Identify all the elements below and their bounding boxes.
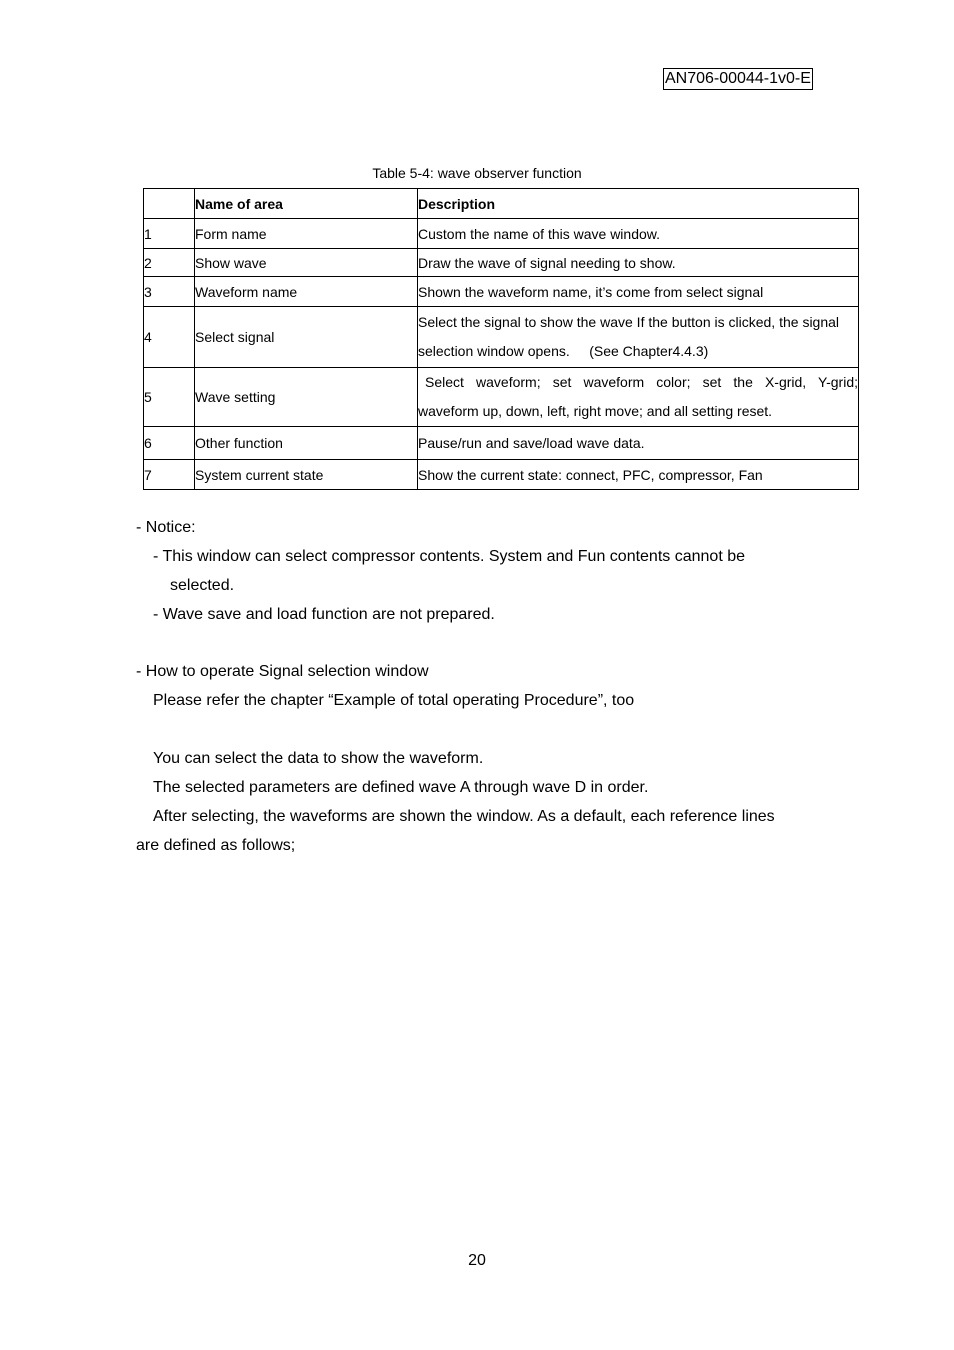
notice-heading: - Notice: <box>136 519 196 536</box>
area-name: Waveform name <box>195 277 418 307</box>
area-name: System current state <box>195 460 418 490</box>
row-number: 5 <box>144 368 195 427</box>
paragraph-3-line-2: are defined as follows; <box>136 837 296 854</box>
row-number: 1 <box>144 219 195 249</box>
area-description: Show the current state: connect, PFC, compressor, Fan <box>418 460 859 490</box>
notice-item-1-line-2: selected. <box>170 577 235 594</box>
area-description <box>418 368 859 427</box>
area-description: Custom the name of this wave window. <box>418 219 859 249</box>
row-number: 2 <box>144 249 195 277</box>
area-description: Draw the wave of signal needing to show. <box>418 249 859 277</box>
paragraph-1: You can select the data to show the waveform. <box>153 750 484 767</box>
row-number: 7 <box>144 460 195 490</box>
table-row <box>144 460 859 490</box>
waveform-explanation <box>136 744 826 860</box>
wave-observer-function-table <box>143 188 859 490</box>
paragraph-3-line-1: After selecting, the waveforms are shown the window. As a default, each reference lines <box>153 808 775 825</box>
howto-refer: Please refer the chapter “Example of total operating Procedure”, too <box>153 692 635 709</box>
row-number: 6 <box>144 427 195 460</box>
description-line-2: waveform up, down, left, right move; and all setting reset. <box>418 403 773 419</box>
row-number: 4 <box>144 307 195 368</box>
description-line-1: Select the signal to show the wave If the button is clicked, the signal <box>418 314 840 330</box>
header-no <box>144 189 195 219</box>
description-line-1: Select waveform; set waveform color; set the X-grid, Y-grid; <box>425 374 858 390</box>
page-number: 20 <box>468 1252 486 1269</box>
area-name: Form name <box>195 219 418 249</box>
table-caption: Table 5-4: wave observer function <box>372 165 582 181</box>
paragraph-2: The selected parameters are defined wave A through wave D in order. <box>153 779 649 796</box>
table-row <box>144 427 859 460</box>
row-number: 3 <box>144 277 195 307</box>
area-name: Show wave <box>195 249 418 277</box>
table-row <box>144 368 859 427</box>
table-row <box>144 249 859 277</box>
howto-heading: - How to operate Signal selection window <box>136 663 429 680</box>
area-name: Wave setting <box>195 368 418 427</box>
area-description: Shown the waveform name, it’s come from select signal <box>418 277 859 307</box>
notice-item-2: - Wave save and load function are not prepared. <box>153 606 495 623</box>
header-description: Description <box>418 189 859 219</box>
area-description <box>418 307 859 368</box>
howto-section <box>136 657 826 715</box>
description-line-2: selection window opens. (See Chapter4.4.3) <box>418 343 709 359</box>
document-id: AN706-00044-1v0-E <box>663 68 813 90</box>
table-row <box>144 277 859 307</box>
table-row <box>144 219 859 249</box>
notice-item-1-line-1: - This window can select compressor contents. System and Fun contents cannot be <box>153 548 745 565</box>
area-name: Other function <box>195 427 418 460</box>
area-name: Select signal <box>195 307 418 368</box>
table-header-row <box>144 189 859 219</box>
header-name-of-area: Name of area <box>195 189 418 219</box>
area-description: Pause/run and save/load wave data. <box>418 427 859 460</box>
table-row <box>144 307 859 368</box>
notice-section <box>136 513 826 629</box>
